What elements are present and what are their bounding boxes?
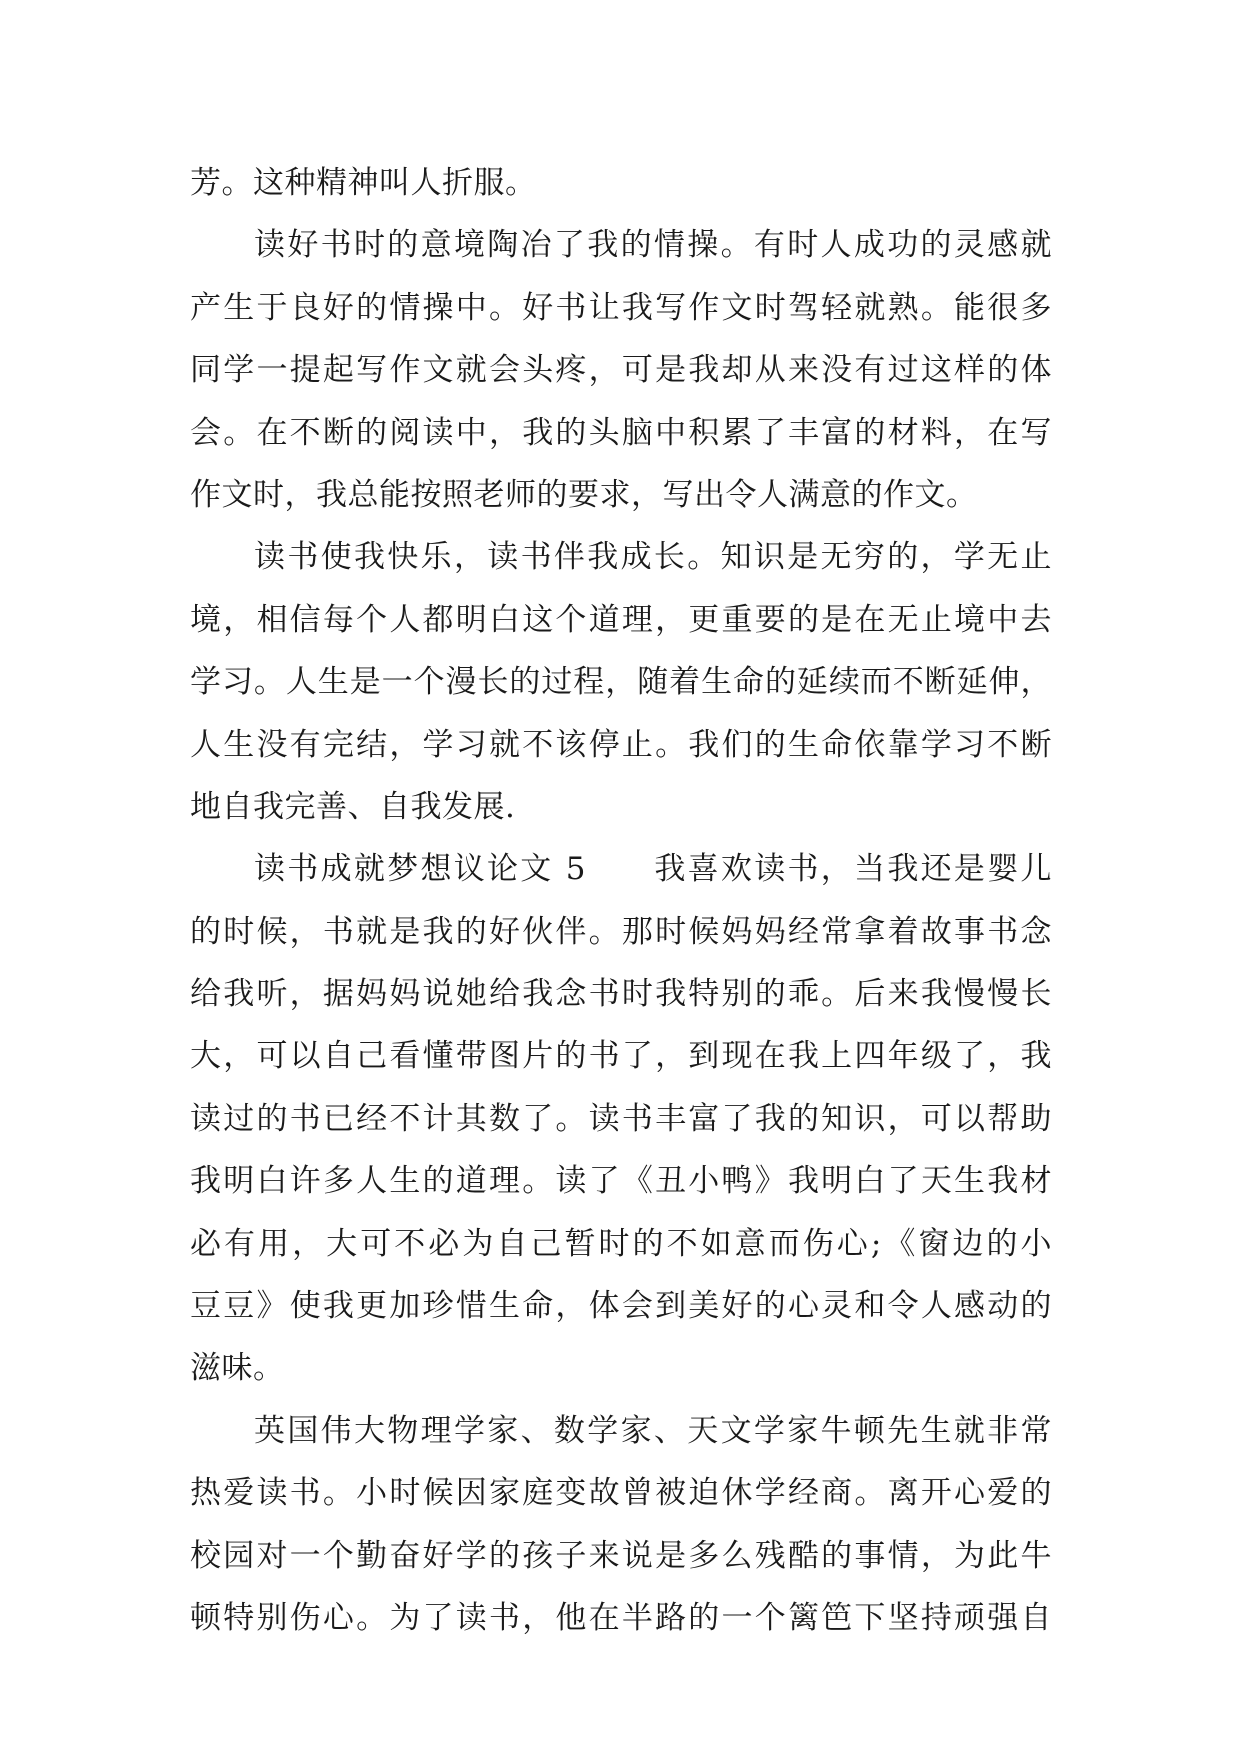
text-line: 大，可以自己看懂带图片的书了，到现在我上四年级了，我: [190, 1038, 1052, 1075]
text-line: 读书成就梦想议论文 5 我喜欢读书，当我还是婴儿: [254, 851, 1052, 888]
paragraph: [190, 838, 1052, 1400]
text-line: 豆豆》使我更加珍惜生命，体会到美好的心灵和令人感动的: [190, 1288, 1052, 1325]
text-line: 校园对一个勤奋好学的孩子来说是多么残酷的事情，为此牛: [190, 1537, 1052, 1574]
paragraph: [190, 526, 1052, 838]
paragraph: [190, 152, 1052, 214]
text-line: 地自我完善、自我发展.: [190, 788, 516, 825]
text-line: 热爱读书。小时候因家庭变故曾被迫休学经商。离开心爱的: [190, 1475, 1052, 1512]
text-line: 同学一提起写作文就会头疼，可是我却从来没有过这样的体: [190, 352, 1052, 389]
text-line: 必有用，大可不必为自己暂时的不如意而伤心;《窗边的小: [190, 1225, 1052, 1262]
paragraph: [190, 1400, 1052, 1650]
text-line: 学习。人生是一个漫长的过程，随着生命的延续而不断延伸，: [190, 664, 1052, 701]
text-line: 英国伟大物理学家、数学家、天文学家牛顿先生就非常: [254, 1412, 1052, 1449]
paragraph: [190, 214, 1052, 526]
text-line: 读书使我快乐，读书伴我成长。知识是无穷的，学无止: [254, 539, 1052, 576]
text-line: 人生没有完结，学习就不该停止。我们的生命依靠学习不断: [190, 726, 1052, 763]
text-line: 芳。这种精神叫人折服。: [190, 165, 537, 201]
text-line: 作文时，我总能按照老师的要求，写出令人满意的作文。: [190, 476, 978, 513]
text-line: 会。在不断的阅读中，我的头脑中积累了丰富的材料，在写: [190, 414, 1052, 451]
text-line: 读好书时的意境陶冶了我的情操。有时人成功的灵感就: [254, 227, 1052, 264]
text-line: 的时候，书就是我的好伙伴。那时候妈妈经常拿着故事书念: [190, 913, 1052, 950]
text-line: 读过的书已经不计其数了。读书丰富了我的知识，可以帮助: [190, 1100, 1052, 1137]
text-line: 境，相信每个人都明白这个道理，更重要的是在无止境中去: [190, 601, 1052, 638]
text-line: 滋味。: [190, 1350, 285, 1387]
text-line: 我明白许多人生的道理。读了《丑小鸭》我明白了天生我材: [190, 1163, 1052, 1200]
text-line: 给我听，据妈妈说她给我念书时我特别的乖。后来我慢慢长: [190, 976, 1052, 1013]
document-page: [190, 152, 1052, 1649]
text-line: 产生于良好的情操中。好书让我写作文时驾轻就熟。能很多: [190, 289, 1052, 326]
text-line: 顿特别伤心。为了读书，他在半路的一个篱笆下坚持顽强自: [190, 1599, 1052, 1636]
